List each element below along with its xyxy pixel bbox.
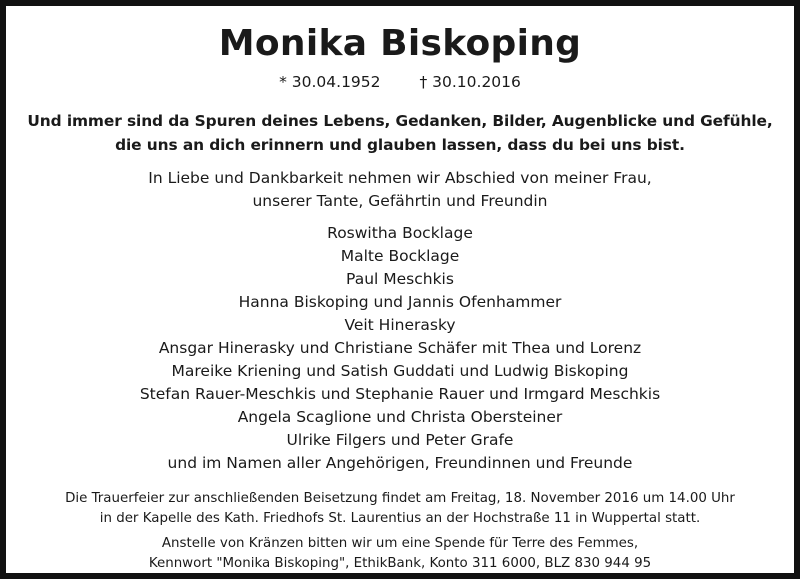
intro-line: In Liebe und Dankbarkeit nehmen wir Abschied von meiner Frau, [148,169,652,187]
mourner-line: und im Namen aller Angehörigen, Freundinnen und Freunde [167,454,633,472]
mourner-line: Stefan Rauer-Meschkis und Stephanie Rauer und Irmgard Meschkis [139,385,661,403]
death-date: † 30.10.2016 [419,73,521,91]
farewell-intro [6,167,794,213]
mourner-line: Veit Hinerasky [344,316,456,334]
memorial-quote [6,109,794,157]
life-dates [6,72,794,92]
mourner-line: Ansgar Hinerasky und Christiane Schäfer mit Thea und Lorenz [158,339,642,357]
mourner-line: Mareike Kriening und Satish Guddati und Ludwig Biskoping [171,362,629,380]
service-line: in der Kapelle des Kath. Friedhofs St. Laurentius an der Hochstraße 11 in Wuppertal statt. [99,511,701,526]
donation-line: Kennwort "Monika Biskoping", EthikBank, Konto 311 6000, BLZ 830 944 95 [148,556,652,571]
mourner-line: Malte Bocklage [340,247,460,265]
donation-info [6,534,794,574]
service-line: Die Trauerfeier zur anschließenden Beisetzung findet am Freitag, 18. November 2016 um 14.00 Uhr [65,491,735,506]
funeral-service-info [6,489,794,529]
mourner-line: Hanna Biskoping und Jannis Ofenhammer [238,293,562,311]
intro-line: unserer Tante, Gefährtin und Freundin [252,192,548,210]
mourner-line: Roswitha Bocklage [327,224,473,242]
deceased-name: Monika Biskoping [218,23,582,64]
quote-line: die uns an dich erinnern und glauben lassen, dass du bei uns bist. [115,136,685,154]
mourner-line: Ulrike Filgers und Peter Grafe [286,431,514,449]
mourner-line: Paul Meschkis [346,270,454,288]
quote-line: Und immer sind da Spuren deines Lebens, Gedanken, Bilder, Augenblicke und Gefühle, [27,112,773,130]
mourner-line: Angela Scaglione und Christa Obersteiner [237,408,563,426]
donation-line: Anstelle von Kränzen bitten wir um eine Spende für Terre des Femmes, [161,536,639,551]
birth-date: * 30.04.1952 [279,73,381,91]
mourners-list [6,222,794,475]
